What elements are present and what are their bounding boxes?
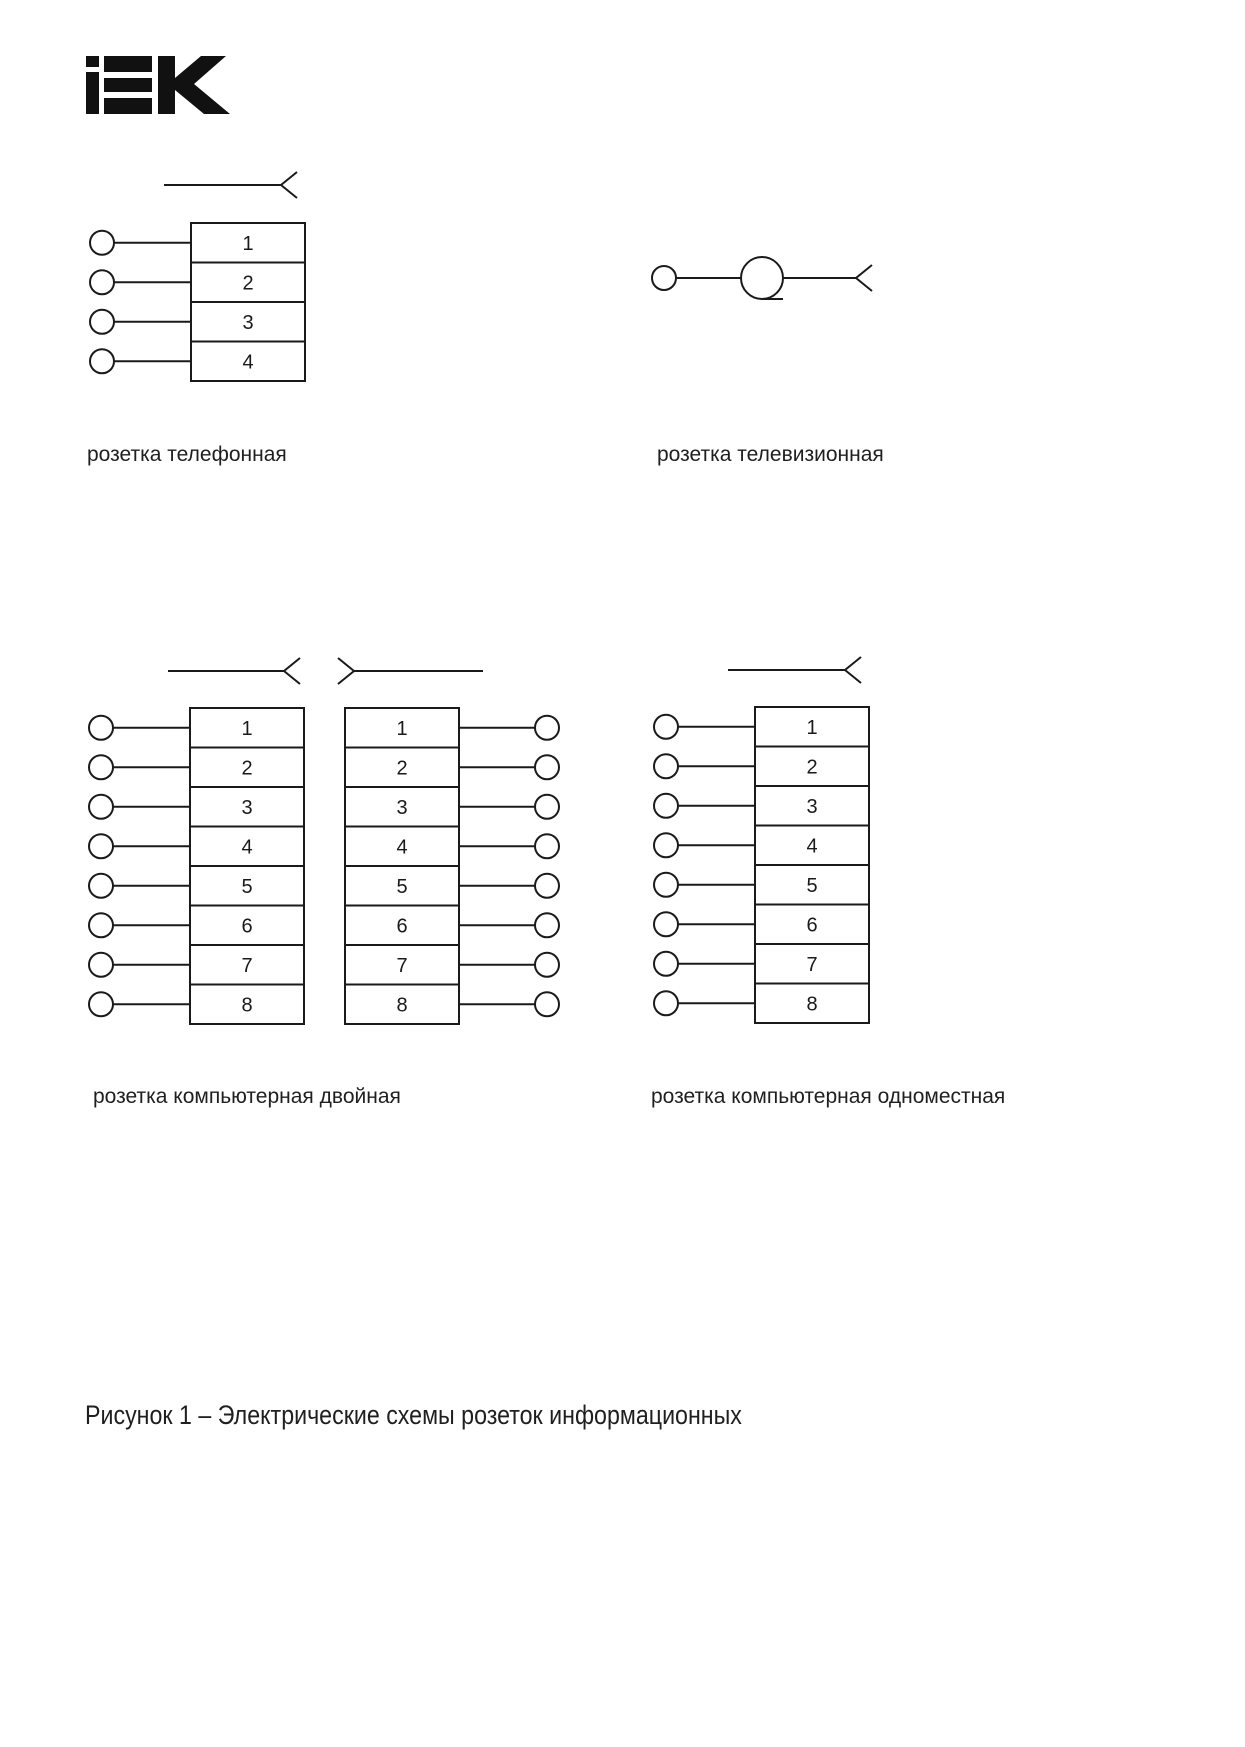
figure-caption: Рисунок 1 – Электрические схемы розеток информационных [85,1400,742,1430]
double-left-terminal-5 [89,874,113,898]
double-right-pin-number-5: 5 [396,875,408,898]
single-terminal-2 [654,754,678,778]
single-terminal-6 [654,912,678,936]
double-right-terminal-6 [535,913,559,937]
double-right-connector-chevron [338,658,354,684]
double-left-pin-number-7: 7 [241,954,253,977]
double-left-terminal-2 [89,755,113,779]
single-pin-number-4: 4 [806,835,818,858]
double-left-pin-number-2: 2 [241,757,253,780]
double-left-pin-number-4: 4 [241,836,253,859]
single-terminal-1 [654,715,678,739]
tv-terminal [652,266,676,290]
single-terminal-8 [654,991,678,1015]
double-right-pin-number-1: 1 [396,717,408,740]
telephone-pin-number-1: 1 [242,232,254,255]
double-left-pin-number-8: 8 [241,994,253,1017]
telephone-socket-label: розетка телефонная [87,443,287,466]
single-pin-number-7: 7 [806,953,818,976]
double-right-pin-number-4: 4 [396,836,408,859]
telephone-pin-number-4: 4 [242,351,254,374]
double-left-terminal-6 [89,913,113,937]
single-computer-socket-label: розетка компьютерная одноместная [651,1085,1006,1108]
telephone-connector-chevron [281,172,297,198]
single-connector-chevron [845,657,861,683]
double-left-connector-chevron [284,658,300,684]
double-left-terminal-1 [89,716,113,740]
double-left-terminal-7 [89,953,113,977]
telephone-pin-number-2: 2 [242,272,254,295]
double-right-terminal-4 [535,834,559,858]
double-right-pin-number-7: 7 [396,954,408,977]
double-right-terminal-7 [535,953,559,977]
double-left-terminal-4 [89,834,113,858]
telephone-terminal-2 [90,270,114,294]
single-terminal-3 [654,794,678,818]
single-pin-number-6: 6 [806,914,818,937]
telephone-terminal-4 [90,349,114,373]
double-left-terminal-3 [89,795,113,819]
double-right-terminal-1 [535,716,559,740]
single-terminal-7 [654,952,678,976]
double-right-terminal-8 [535,992,559,1016]
double-right-terminal-5 [535,874,559,898]
double-right-terminal-3 [535,795,559,819]
double-left-pin-number-6: 6 [241,915,253,938]
single-pin-number-1: 1 [806,716,818,739]
double-right-terminal-2 [535,755,559,779]
single-pin-number-8: 8 [806,993,818,1016]
telephone-pin-number-3: 3 [242,311,254,334]
tv-coax-symbol [741,257,783,299]
single-pin-number-5: 5 [806,874,818,897]
tv-socket-label: розетка телевизионная [657,443,884,466]
double-computer-socket-label: розетка компьютерная двойная [93,1085,401,1108]
single-terminal-5 [654,873,678,897]
double-left-pin-number-5: 5 [241,875,253,898]
double-right-pin-number-3: 3 [396,796,408,819]
double-right-pin-number-2: 2 [396,757,408,780]
tv-connector-chevron [856,265,872,291]
telephone-terminal-1 [90,231,114,255]
telephone-terminal-3 [90,310,114,334]
double-left-terminal-8 [89,992,113,1016]
double-left-pin-number-1: 1 [241,717,253,740]
single-terminal-4 [654,833,678,857]
single-pin-number-3: 3 [806,795,818,818]
single-pin-number-2: 2 [806,756,818,779]
double-left-pin-number-3: 3 [241,796,253,819]
double-right-pin-number-6: 6 [396,915,408,938]
double-right-pin-number-8: 8 [396,994,408,1017]
